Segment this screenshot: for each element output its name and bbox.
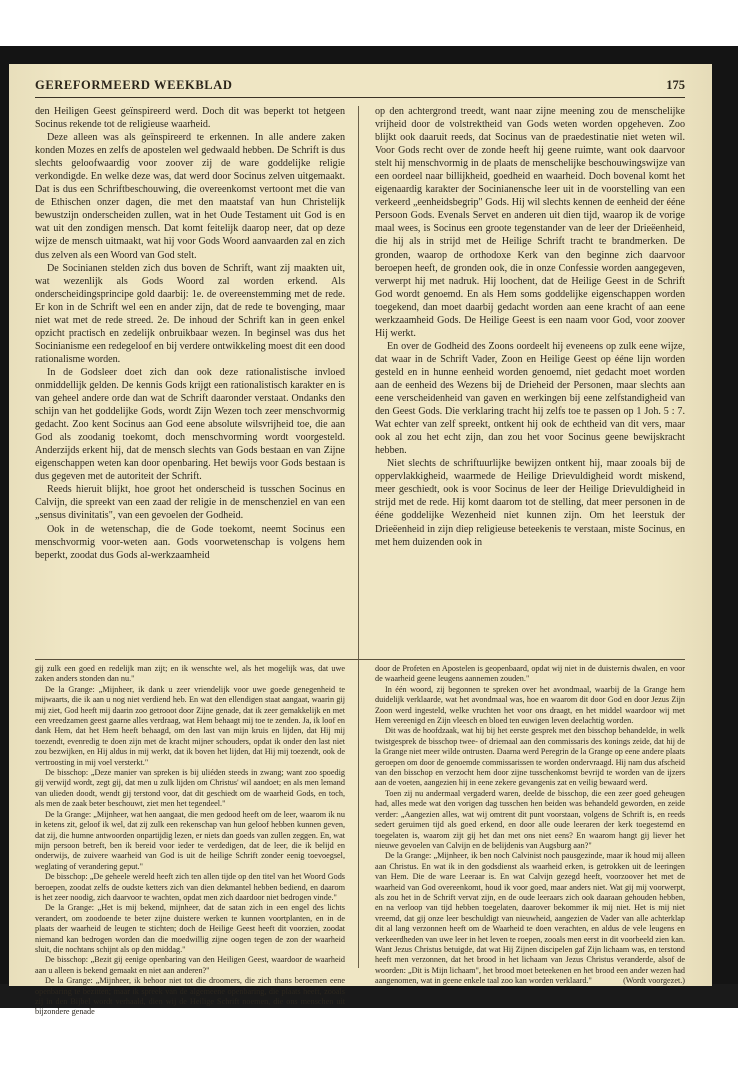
running-head [35,78,685,96]
paragraph: De la Grange: „Mijnheer, ik dank u zeer vriendelijk voor uwe goede genegenheid te mijwaarts, die ik aan u nog niet verdiend heb. En wat den ellendigen staat aangaat, waarin gij mij ziet, God heeft mij daarin zoo getrooot door Zijne genade, dat ik zeer gemakkelijk en met een vreedzamen geest gaarne alles verdraag, wat Hem behaagt mij toe te zenden. Ja, ik loof en dank Hem, dat het Hem heeft behaagd, om den last van mijn kruis en lijden, dat Hij mij toezendt, evenredig te doen zijn met de kracht mijner schouders, opdat ik onder den last niet zou bezwijken, en Hij aldus in mij werkt, dat ik boven het lijden, dat Hij mij toezendt, ook de vertroosting in mij voel versterkt." [35,684,345,767]
to-be-continued-note: (Wordt voorgezet.) [623,976,685,986]
section-divider [35,659,685,660]
paragraph: De la Grange: „Mijnheer, ik behoor niet tot die droomers, die zich thans beroemen eene openbaring te bezitten; maar ik spreek van de algemeene openbaring, die plaats heeft, zooals zij in den Bijbel wordt verhaald, dien wij de Heilige Schrift noemen, die ons menschen uit bijzondere genade [35,976,345,1017]
paragraph: De bisschop: „Bezit gij eenige openbaring van den Heiligen Geest, waardoor de waarheid aan u alleen is bekend gemaakt en niet aan anderen?" [35,955,345,975]
article-column-left [35,105,345,655]
paragraph: De la Grange: „Mijnheer, wat hen aangaat, die men gedood heeft om de leer, waarom ik nu in ketens zit, geloof ik wel, dat zij zulk een rekenschap van hun geloof hebben kunnen geven, dat zij, die humne antwoorden onpartijdig lezen, er niets dan goeds van zullen zeggen. En, wat mijn persoon betreft, ben ik bereid voor ieder te verdedigen, dat de leer, die ik belijd en onderwijs, de zuivere waarheid van God is uit de heilige Schrift zonder eenig toevoegsel, weglating of verandering geput." [35,809,345,871]
serial-column-left [35,664,345,1017]
paragraph: op den achtergrond treedt, want naar zijne meening zou de menschelijke vrijheid door de volstrektheid van Gods weten worden opgeheven. Zoo blijkt ook daaruit reeds, dat Socinus van de praedestinatie niet weten wil. Voor Gods recht over de zonde heeft hij geene ruimte, want ook daarvoor stelt hij menschvormig in de plaats de menschelijke beschouwingswijze van een oordeel naar billijkheid, goedheid en waarheid. Doch bovenal komt het eigenaardig karakter der Socinianensche leer uit in de voorstelling van een verkeerd „eenheidsbegrip" Gods. Hij wil slechts kennen de eenheid der ééne Persoon Gods. Evenals Servet en anderen uit dien tijd, waarop ik de vorige maal wees, is Socinus een groote tegenstander van de leer der Drieëenheid, die hij als in strijd met de Heilige Schrift tracht te brandmerken. De gronden, waarop de orthodoxe Kerk van den beginne zich daarvoor beroepen heeft, de gronden ook, die in onze Confessie worden aangegeven, verwerpt hij met nadruk. Hij loochent, dat de Heilige Geest in de Schrift God wordt genoemd. En als Hem soms goddelijke eigenschappen worden toegekend, dan moet daarbij gedacht worden aan eene kracht of aan eene werkzaamheid Gods. De Heilige Geest is een naam voor God, voor zoover Hij werkt. [375,106,685,339]
paragraph: gij zulk een goed en redelijk man zijt; en ik wenschte wel, als het mogelijk was, dat uwe zaken anders stonden dan nu." [35,664,345,684]
paragraph-text: De la Grange: „Mijnheer, ik ben noch Calvinist noch pausgezinde, maar ik houd mij alleen aan Christus. En wat ik in den godsdienst als waarheid erken, is getrokken uit de leeringen van Hem. Die de ware Leeraar is. En wat Calvijn gezegd heeft, voorzoover het met de waarheid van God overeenkomt, houd ik voor goed, maar anders niet. Wat gij mij voorwerpt, als zou het in de Schrift vervat zijn, en de oude leeraars zich ook daaraan gehouden hebben, en na verloop van tijd hebben toegelaten, daarover bekommer ik mij niet. Het is mij niet vreemd, dat gij onze leer beschuldigt van nieuwheid, aangezien de Vader van alle achterklap dit al lang verzonnen heeft om de Waarheid te doen verachten, en aldus de vele leugens en verkeerdheden van uwe leer in het leven te roepen, zooals men eerst in dit voorbeeld zien kan. Want Jezus Christus betuigde, dat wat Hij Zijnen discipelen gaf Zijn lichaam was, en terstond heeft men verzonnen, dat het brood in het lichaam van Jezus Christus veranderde, alsof de woorden: „Dit is Mijn lichaam", het brood moet beteekenen en het brood een ander wezen had aangenomen, wat in geene enkele taal zoo kan worden verklaard." [375,851,685,986]
newspaper-page [9,64,712,1017]
paragraph: In één woord, zij begonnen te spreken over het avondmaal, waarbij de la Grange hem duidelijk verklaarde, wat het avondmaal was, hoe en waarom dit door God en door Jezus Zijn Zoon werd ingesteld, welke vruchten het voor ons draagt, en het middel waardoor wij met Hem vereenigd en Zijn vleesch en bloed ten euwigen leven deelachtig worden. [375,684,685,726]
paragraph: De Socinianen stelden zich dus boven de Schrift, want zij maakten uit, wat wezenlijk als Gods Woord zal worden erkend. Als onderscheidingsprincipe gold daarbij: 1e. de overeenstemming met de rede. Er kon in de Schrift wel een en ander zijn, dat de rede te bovenging, maar niet wat met de rede streed. 2e. De inhoud der Schrift kan in geen enkel opzicht practisch en zedelijk onbruikbaar wezen. In beginsel was dus het Socinianisme een redegeloof en bij verdere ontwikkeling moest dit een dood rationalisme worden. [35,262,345,365]
paragraph: De la Grange: „Het is mij bekend, mijnheer, dat de satan zich in een engel des lichts verandert, om zoodoende te beter zijne duistere werken te kunnen voortplanten, en in de plaats der waarheid de leugen te stichten; doch de Heilige Geest heeft dit voorzien, zoodat niemand kan bedrogen worden dan die moedwillig zijne oogen tegen de zon der waarheid sluit, die nochtans schijnt als op den middag." [35,903,345,954]
page-number: 175 [666,78,685,92]
paragraph: Reeds hieruit blijkt, hoe groot het onderscheid is tusschen Socinus en Calvijn, die spreekt van een zaad der religie in de menschenziel en van een „sensus divinitatis", van een gevoelen der Godheid. [35,484,345,522]
paragraph: Deze alleen was als geïnspireerd te erkennen. In alle andere zaken konden Mozes en zelfs de apostelen wel gedwaald hebben. De Schrift is dus slechts geloofwaardig voor zoover zij de ware goddelijke religie verkondigde. En welke deze was, dat werd door Socinus zelven uitgemaakt. Dat is dus een Schriftbeschouwing, die overeenkomst vertoont met die van de Ethischen onzer dagen, die met den maatstaf van hun Christelijk bewustzijn onderscheiden zullen, wat in het Oude Testament uit God is en wat uit den zondigen mensch. Dat komt feitelijk daarop neer, dat op deze wijze de mensch uitmaakt, wat hij voor Gods Woord aanvaarden zal en zich dus zelven als een Woord van God stelt. [35,132,345,261]
scan-border-right [712,46,738,991]
paragraph: De bisschop: „De geheele wereld heeft zich ten allen tijde op den titel van het Woord Gods beroepen, zoodat zelfs de oudste ketters zich van dien dekmantel hebben bediend, en daarom is het zeer noodig, zich daarvoor te wachten, opdat men zich daardoor niet bedrogen vinde." [35,872,345,902]
paragraph: Ook in de wetenschap, die de Gode toekomt, neemt Socinus een menschvormig voor-weten aan. Gods voorwetenschap is volgens hem beperkt, zoodat dus Gods al-werkzaamheid [35,523,345,561]
article-column-right [375,105,685,655]
column-divider [358,106,359,968]
paragraph: Toen zij nu andermaal vergaderd waren, deelde de bisschop, die een zeer goed geheugen had, alles mede wat den vorigen dag tusschen hen beiden was behandeld geworden, en zeide verder: „Aangezien alles, wat wij omtrent dit punt voorstaan, volgens de Schrift is, en reeds sedert geruimen tijd als goed erkend, en door alle oude leeraren der kerk toegestemd en toegelaten is, waarom zijt gij het dan met ons niet eens? En waarom hangt gij liever het nieuwe gevoelen van Calvijn en de belijdenis van Augsburg aan?" [375,788,685,850]
paragraph: En over de Godheid des Zoons oordeelt hij eveneens op zulk eene wijze, dat waar in de Schrift Vader, Zoon en Heilige Geest op ééne lijn worden gesteld en in hunne eenheid worden genoemd, niet gedacht moet worden aan de eenheid des Wezens bij de Drieheid der Personen, maar slechts aan eene verscheidenheid van gaven en werkingen bij eene zelfstandigheid van den Geest Gods. Die verklaring tracht hij zelfs toe te passen op 1 Joh. 5 : 7. Wat echter van zelf spreekt, ontkent hij ook de echtheid van dit vers, maar ook al zou het echt zijn, dan zou het voor Socinus geene bewijskracht hebben. [375,340,685,457]
header-rule [35,97,685,98]
scan-border-left [0,46,9,991]
paragraph: den Heiligen Geest geïnspireerd werd. Doch dit was beperkt tot hetgeen Socinus rekende tot de religieuse waarheid. [35,106,345,131]
paragraph: door de Profeten en Apostelen is geopenbaard, opdat wij niet in de duisternis dwalen, en voor de waarheid geene leugens aannemen zouden." [375,664,685,684]
serial-column-right [375,664,685,986]
paragraph: Dit was de hoofdzaak, wat hij bij het eerste gesprek met den bisschop behandelde, in welk twistgesprek de bisschop twee- of driemaal aan den commissaris des konings zeide, dat hij de la Grange niet meer wilde ontrusten. Daarna werd Peregrin de la Grange op eene andere plaats geroepen om door de genoemde commissarissen te worden ondervraagd. Hij nam dus afscheid van den bisschop en verzocht hem door zijne tusschenkomst bevrijd te worden van de ijzers aan de voeten, aangezien hij in eene zekere gevangenis zat en veilig bewaard werd. [375,726,685,788]
paragraph: De bisschop: „Deze manier van spreken is bij uliéden steeds in zwang; want zoo spoedig gij verwijd wordt, zegt gij, dat men u zulk lijden om Christus' wil aandoet; en als men lemand van ulieden doodt, wendt gij terstond voor, dat dit geschiedt om de waarheid Gods, en toch, als men de zaak beter beschouwt, ziet men het tegendeel." [35,768,345,809]
paragraph: Niet slechts de schriftuurlijke bewijzen ontkent hij, maar zooals bij de oppervlakkigheid, waarmede de Heilige Drievuldigheid wordt miskend, meer geschiedt, ook is voor Socinus de leer der Heilige Drievuldigheid in strijd met de rede. Hij komt daarom tot de stelling, dat meer personen in de ééne goddelijke Wezenheid niet kunnen zijn. Om het leerstuk der Drieëenheid in zijn diep religieuse beteekenis te verstaan, miste Socinus, en met hem duizenden ook in [375,458,685,548]
paragraph: In de Godsleer doet zich dan ook deze rationalistische invloed onmiddellijk gelden. De kennis Gods krijgt een rationalistisch karakter en is van geheel andere orde dan wat de Schrift daaronder verstaat. Ondanks den schijn van het goddelijke Gods, wordt Zijn Wezen toch zeer menschvormig gedacht. Zoo kent Socinus aan God eene absolute wilsvrijheid toe, die aan God als zoodanig toekomt, doch menschvorming wordt voorgesteld. Anderzijds erkent hij, dat de mensch slechts van Gods bestaan en van Zijne eigenschappen weten kan door openbaring. Het bewijs voor Gods bestaan is dus gegeven met de autoriteit der Schrift. [35,366,345,483]
journal-title: GEREFORMEERD WEEKBLAD [35,78,233,92]
paragraph [375,851,685,986]
